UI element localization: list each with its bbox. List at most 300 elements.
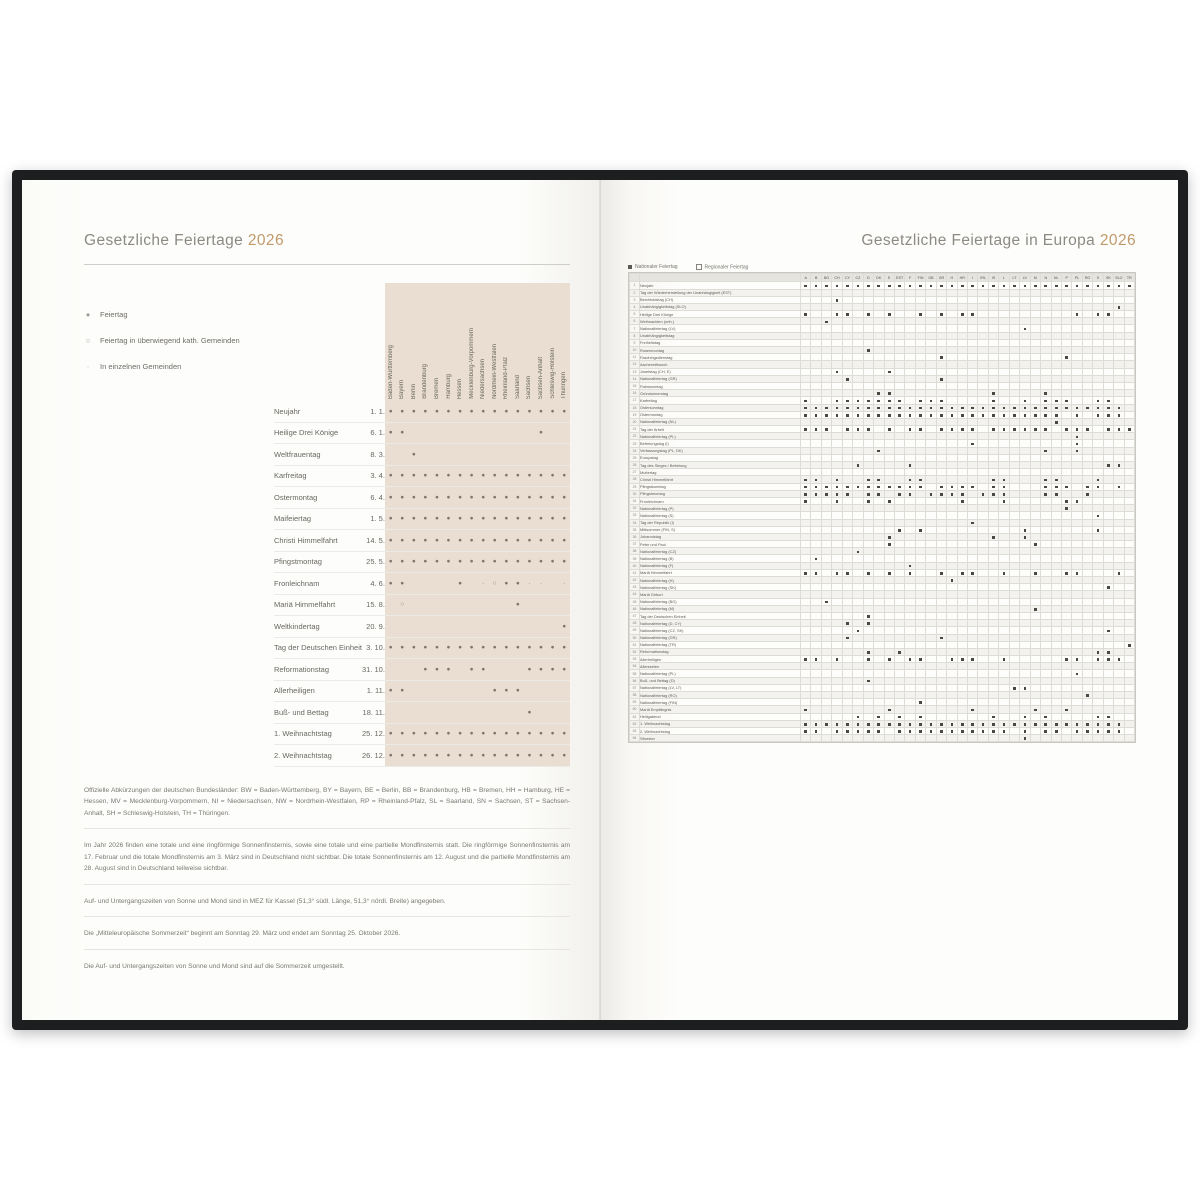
filled-square-icon (1055, 414, 1058, 417)
europe-country-cell (1103, 296, 1113, 303)
europe-country-cell (884, 296, 894, 303)
holiday-state-cell (466, 573, 478, 595)
europe-country-cell (1103, 361, 1113, 368)
europe-country-cell (1051, 663, 1061, 670)
europe-country-cell (905, 311, 915, 318)
europe-country-cell (894, 577, 904, 584)
filled-square-icon (919, 407, 922, 410)
europe-country-cell (874, 699, 884, 706)
europe-country-cell (863, 627, 873, 634)
europe-country-cell (947, 605, 957, 612)
filled-square-icon (1044, 493, 1047, 496)
europe-country-cell (853, 620, 863, 627)
europe-country-cell (1103, 497, 1113, 504)
filled-square-icon (940, 414, 943, 417)
europe-country-cell (894, 605, 904, 612)
europe-country-cell (1082, 361, 1092, 368)
europe-country-cell (1041, 634, 1051, 641)
europe-country-cell (811, 339, 821, 346)
holiday-state-cell (454, 422, 466, 444)
holiday-name: Heilige Drei Könige (274, 422, 362, 444)
europe-country-cell (801, 555, 811, 562)
filled-square-icon (940, 486, 943, 489)
holiday-state-cell: ● (420, 487, 432, 509)
europe-country-cell (1041, 347, 1051, 354)
filled-square-icon (1076, 428, 1079, 431)
europe-country-cell (884, 476, 894, 483)
europe-country-cell (1114, 332, 1124, 339)
state-header (420, 283, 432, 401)
holiday-state-cell: ● (408, 551, 420, 573)
europe-country-cell (1103, 663, 1113, 670)
europe-country-cell (1051, 282, 1061, 289)
europe-country-cell (1093, 296, 1103, 303)
europe-holiday-row (630, 598, 1135, 605)
filled-square-icon (951, 414, 954, 417)
europe-country-cell (801, 584, 811, 591)
europe-country-cell (936, 699, 946, 706)
europe-country-cell (1124, 332, 1134, 339)
europe-country-cell (915, 548, 925, 555)
europe-country-cell (874, 569, 884, 576)
europe-country-cell (884, 591, 894, 598)
europe-country-cell (1093, 325, 1103, 332)
europe-country-cell (1020, 476, 1030, 483)
filled-square-icon (877, 493, 880, 496)
europe-country-cell (1124, 318, 1134, 325)
holiday-state-cell (454, 444, 466, 466)
europe-country-cell (915, 462, 925, 469)
europe-country-cell (1020, 426, 1030, 433)
europe-country-cell (905, 490, 915, 497)
europe-country-cell (947, 656, 957, 663)
europe-country-cell (947, 699, 957, 706)
europe-holiday-name: Allerseelen (640, 663, 801, 670)
europe-country-cell (905, 684, 915, 691)
europe-country-cell (1051, 727, 1061, 734)
europe-country-cell (1051, 598, 1061, 605)
europe-country-cell (947, 375, 957, 382)
europe-country-cell (1072, 296, 1082, 303)
europe-country-cell (1124, 605, 1134, 612)
filled-square-icon (1055, 421, 1058, 424)
europe-legend (628, 264, 1136, 270)
filled-square-icon (982, 493, 985, 496)
europe-country-cell (1041, 627, 1051, 634)
europe-country-cell (1020, 339, 1030, 346)
europe-country-cell (811, 541, 821, 548)
holiday-state-cell (512, 659, 524, 681)
holiday-state-cell: ● (512, 680, 524, 702)
filled-square-icon (1065, 285, 1068, 288)
europe-country-cell (1051, 548, 1061, 555)
europe-country-cell (1093, 598, 1103, 605)
europe-country-cell (915, 296, 925, 303)
holiday-state-cell: ● (431, 401, 443, 422)
europe-country-cell (1124, 713, 1134, 720)
filled-square-icon (815, 558, 818, 561)
filled-square-icon (867, 651, 870, 654)
europe-country-cell (863, 397, 873, 404)
filled-square-icon (898, 651, 901, 654)
holiday-state-cell: ● (466, 659, 478, 681)
europe-country-cell (832, 699, 842, 706)
filled-square-icon (1118, 730, 1121, 733)
europe-country-cell (947, 476, 957, 483)
europe-country-cell (1072, 397, 1082, 404)
holiday-state-cell (547, 702, 559, 724)
europe-country-cell (988, 382, 998, 389)
europe-country-cell (884, 447, 894, 454)
holiday-state-cell: ● (396, 465, 408, 487)
europe-holiday-name: Nationalfeiertag (NL) (640, 418, 801, 425)
europe-country-cell (832, 591, 842, 598)
filled-square-icon (836, 407, 839, 410)
europe-country-cell (1114, 433, 1124, 440)
europe-country-cell (1051, 390, 1061, 397)
holiday-row (274, 422, 570, 444)
filled-square-icon (961, 414, 964, 417)
europe-country-cell (936, 670, 946, 677)
europe-country-cell (1009, 713, 1019, 720)
europe-row-index: 35 (630, 526, 640, 533)
filled-square-icon (1118, 407, 1121, 410)
europe-country-cell (1082, 692, 1092, 699)
europe-country-cell (1072, 656, 1082, 663)
europe-country-cell (957, 332, 967, 339)
holiday-row (274, 444, 570, 466)
europe-country-cell (884, 713, 894, 720)
filled-square-icon (919, 313, 922, 316)
holiday-state-cell (431, 444, 443, 466)
europe-country-cell (874, 684, 884, 691)
europe-holiday-row (630, 713, 1135, 720)
filled-square-icon (951, 428, 954, 431)
holiday-date: 31. 10. (362, 659, 385, 681)
holiday-state-cell: ● (524, 659, 536, 681)
holiday-state-cell: ● (501, 637, 513, 659)
europe-country-cell (947, 648, 957, 655)
holiday-state-cell (547, 422, 559, 444)
europe-country-cell (1124, 354, 1134, 361)
europe-country-cell (884, 512, 894, 519)
europe-country-cell (988, 598, 998, 605)
europe-country-cell (905, 620, 915, 627)
europe-country-cell (915, 339, 925, 346)
filled-square-icon (1055, 486, 1058, 489)
holiday-state-cell (558, 422, 570, 444)
europe-row-index: 26 (630, 462, 640, 469)
europe-country-cell (863, 368, 873, 375)
europe-country-cell (947, 598, 957, 605)
europe-country-cell (1082, 720, 1092, 727)
europe-row-index: 7 (630, 325, 640, 332)
europe-row-index: 11 (630, 354, 640, 361)
europe-country-cell (1114, 620, 1124, 627)
europe-country-cell (1051, 706, 1061, 713)
europe-country-cell (1072, 469, 1082, 476)
europe-country-cell (988, 605, 998, 612)
holiday-name: Reformationstag (274, 659, 362, 681)
europe-country-cell (1041, 418, 1051, 425)
europe-country-cell (957, 656, 967, 663)
europe-country-cell (1124, 462, 1134, 469)
europe-country-cell (853, 426, 863, 433)
europe-holiday-row (630, 497, 1135, 504)
filled-square-icon (1044, 730, 1047, 733)
europe-country-cell (926, 433, 936, 440)
europe-country-cell (1072, 720, 1082, 727)
europe-country-cell (1103, 382, 1113, 389)
country-header: S (1093, 274, 1103, 282)
europe-country-cell (988, 641, 998, 648)
europe-holiday-name: Gründonnerstag (640, 390, 801, 397)
europe-country-cell (1041, 612, 1051, 619)
europe-country-cell (821, 577, 831, 584)
europe-country-cell (1082, 684, 1092, 691)
europe-country-cell (874, 706, 884, 713)
filled-square-icon (877, 479, 880, 482)
europe-country-cell (978, 497, 988, 504)
europe-country-cell (1020, 526, 1030, 533)
germany-table-body (274, 401, 570, 766)
europe-row-index: 21 (630, 426, 640, 433)
europe-country-cell (926, 282, 936, 289)
europe-country-cell (1124, 548, 1134, 555)
europe-country-cell (1051, 692, 1061, 699)
europe-country-cell (947, 325, 957, 332)
europe-country-cell (801, 677, 811, 684)
europe-country-cell (1061, 411, 1071, 418)
filled-square-icon (1076, 730, 1079, 733)
europe-country-cell (957, 512, 967, 519)
europe-country-cell (1030, 375, 1040, 382)
europe-country-cell (978, 605, 988, 612)
filled-square-icon (1118, 428, 1121, 431)
holiday-state-cell (420, 444, 432, 466)
europe-country-cell (894, 296, 904, 303)
europe-country-cell (1061, 598, 1071, 605)
country-header: EST (896, 275, 904, 280)
europe-country-cell (1009, 303, 1019, 310)
europe-country-cell (1093, 584, 1103, 591)
europe-country-cell (905, 706, 915, 713)
europe-country-cell (968, 713, 978, 720)
europe-country-cell (947, 397, 957, 404)
filled-square-icon (971, 730, 974, 733)
europe-country-cell (1124, 562, 1134, 569)
europe-country-cell (978, 361, 988, 368)
europe-country-cell (842, 533, 852, 540)
europe-country-cell (988, 289, 998, 296)
europe-country-cell (884, 519, 894, 526)
europe-holiday-name: Rosenmontag (640, 347, 801, 354)
europe-country-cell (1103, 641, 1113, 648)
filled-square-icon (1107, 414, 1110, 417)
europe-country-cell (1030, 548, 1040, 555)
europe-country-cell (1061, 375, 1071, 382)
europe-country-cell (1124, 505, 1134, 512)
europe-country-cell (1020, 684, 1030, 691)
europe-country-cell (1061, 361, 1071, 368)
holiday-state-cell (558, 594, 570, 616)
europe-country-cell (884, 332, 894, 339)
germany-table-head (274, 283, 570, 401)
europe-country-cell (947, 303, 957, 310)
europe-country-cell (894, 541, 904, 548)
europe-country-cell (842, 526, 852, 533)
europe-country-cell (1030, 361, 1040, 368)
europe-row-index: 8 (630, 332, 640, 339)
europe-country-cell (1030, 526, 1040, 533)
europe-country-cell (957, 598, 967, 605)
europe-country-cell (936, 692, 946, 699)
europe-holiday-row (630, 706, 1135, 713)
europe-country-cell (926, 620, 936, 627)
europe-country-cell (1114, 569, 1124, 576)
europe-country-cell (905, 325, 915, 332)
europe-row-index: 36 (630, 533, 640, 540)
europe-country-cell (915, 303, 925, 310)
europe-country-cell (1030, 677, 1040, 684)
europe-country-cell (957, 433, 967, 440)
holiday-state-cell: ● (396, 401, 408, 422)
europe-country-cell (1041, 533, 1051, 540)
europe-country-cell (905, 397, 915, 404)
filled-square-icon (909, 658, 912, 661)
europe-holiday-row (630, 684, 1135, 691)
europe-country-cell (1020, 282, 1030, 289)
europe-country-cell (1082, 541, 1092, 548)
europe-country-cell (811, 577, 821, 584)
filled-square-icon (804, 285, 807, 288)
europe-row-index: 6 (630, 318, 640, 325)
holiday-state-cell (501, 444, 513, 466)
holiday-date: 25. 5. (362, 551, 385, 573)
europe-country-cell (1093, 612, 1103, 619)
europe-country-cell (936, 648, 946, 655)
europe-holiday-name: Europatag (640, 454, 801, 461)
europe-country-cell (811, 735, 821, 742)
filled-square-icon (815, 407, 818, 410)
holiday-state-cell: ● (385, 487, 397, 509)
europe-country-cell (936, 505, 946, 512)
europe-country-cell (801, 447, 811, 454)
europe-country-cell (1041, 692, 1051, 699)
europe-country-cell (999, 555, 1009, 562)
europe-country-cell (1041, 641, 1051, 648)
europe-country-cell (1051, 426, 1061, 433)
filled-square-icon (1065, 723, 1068, 726)
europe-country-cell (957, 318, 967, 325)
europe-country-cell (978, 303, 988, 310)
europe-country-cell (1020, 505, 1030, 512)
europe-country-cell (1082, 533, 1092, 540)
europe-country-cell (811, 476, 821, 483)
europe-country-cell (1093, 361, 1103, 368)
europe-country-cell (988, 447, 998, 454)
europe-country-cell (832, 735, 842, 742)
europe-country-cell (1082, 598, 1092, 605)
europe-country-cell (947, 404, 957, 411)
europe-country-cell (874, 483, 884, 490)
europe-country-cell (936, 526, 946, 533)
europe-country-cell (999, 354, 1009, 361)
europe-country-cell (1030, 332, 1040, 339)
europe-country-cell (999, 397, 1009, 404)
state-header-label: Hessen (457, 378, 464, 399)
europe-holiday-row (630, 677, 1135, 684)
europe-country-cell (1072, 627, 1082, 634)
europe-country-cell (1114, 490, 1124, 497)
europe-country-cell (999, 584, 1009, 591)
europe-country-cell (1041, 411, 1051, 418)
europe-country-cell (1061, 382, 1071, 389)
filled-square-icon (961, 407, 964, 410)
europe-country-cell (915, 612, 925, 619)
europe-country-cell (1020, 605, 1030, 612)
holiday-state-cell: ● (385, 680, 397, 702)
europe-holiday-row (630, 318, 1135, 325)
europe-country-cell (821, 296, 831, 303)
europe-country-cell (1030, 462, 1040, 469)
europe-country-cell (853, 397, 863, 404)
filled-square-icon (992, 414, 995, 417)
europe-country-cell (884, 418, 894, 425)
europe-country-cell (905, 426, 915, 433)
europe-country-cell (1009, 282, 1019, 289)
holiday-state-cell: · (524, 573, 536, 595)
right-page-title (628, 232, 1136, 250)
europe-row-index: 39 (630, 555, 640, 562)
europe-country-cell (1124, 720, 1134, 727)
europe-country-cell (968, 641, 978, 648)
europe-country-cell (1124, 677, 1134, 684)
europe-country-cell (978, 692, 988, 699)
europe-country-cell (1030, 627, 1040, 634)
holiday-state-cell (512, 616, 524, 638)
europe-country-cell (1009, 454, 1019, 461)
europe-country-cell (905, 411, 915, 418)
europe-country-cell (999, 411, 1009, 418)
europe-country-cell (874, 648, 884, 655)
europe-country-cell (926, 375, 936, 382)
filled-square-icon (1065, 400, 1068, 403)
europe-country-cell (884, 404, 894, 411)
europe-country-cell (999, 505, 1009, 512)
filled-square-icon (919, 428, 922, 431)
country-header: GB (926, 274, 936, 282)
filled-square-icon (909, 572, 912, 575)
europe-country-cell (947, 677, 957, 684)
europe-country-cell (1030, 483, 1040, 490)
europe-country-cell (957, 584, 967, 591)
europe-country-cell (1114, 727, 1124, 734)
europe-country-cell (811, 347, 821, 354)
europe-country-cell (842, 462, 852, 469)
europe-country-cell (1124, 735, 1134, 742)
state-header-label: Nordrhein-Westfalen (491, 344, 498, 399)
europe-country-cell (947, 311, 957, 318)
europe-country-cell (1072, 555, 1082, 562)
filled-square-icon (804, 313, 807, 316)
europe-country-cell (1072, 454, 1082, 461)
europe-country-cell (811, 426, 821, 433)
filled-square-icon (836, 723, 839, 726)
holiday-state-cell (501, 422, 513, 444)
europe-country-cell (1061, 512, 1071, 519)
europe-country-cell (863, 447, 873, 454)
